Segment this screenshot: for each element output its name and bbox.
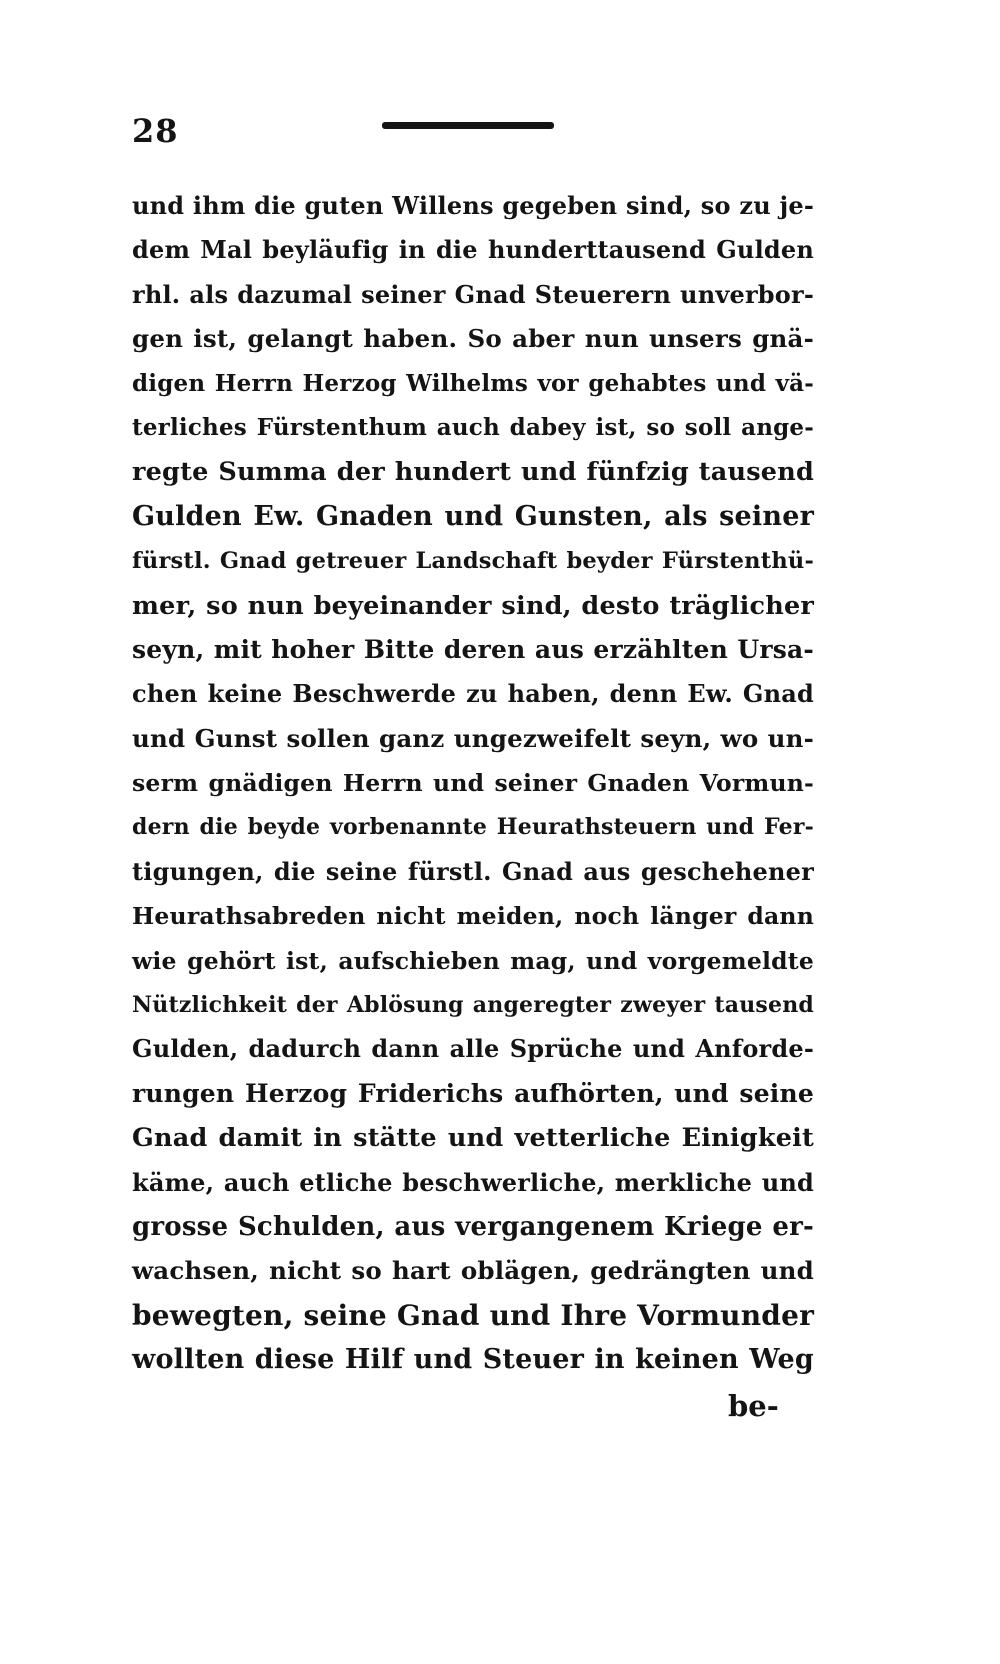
catchword: be- [728,1389,779,1423]
text-line: und Gunst sollen ganz ungezweifelt seyn, wo un- [132,723,814,753]
text-line: terliches Fürstenthum auch dabey ist, so soll ange- [132,413,814,441]
text-line: tigungen, die seine fürstl. Gnad aus geschehener [132,856,814,886]
text-line: digen Herrn Herzog Wilhelms vor gehabtes und vä- [132,369,814,397]
text-line: regte Summa der hundert und fünfzig tausend [132,457,814,488]
text-line: Heurathsabreden nicht meiden, noch länger dann [132,902,814,931]
text-line: gen ist, gelangt haben. So aber nun unsers gnä- [132,324,814,354]
text-line: wachsen, nicht so hart oblägen, gedrängten und [132,1256,814,1286]
text-line: mer, so nun beyeinander sind, desto träglicher [132,590,814,621]
text-line: rhl. als dazumal seiner Gnad Steuerern unverbor- [132,279,814,309]
text-line: wollten diese Hilf und Steuer in keinen Weg [132,1344,814,1376]
text-line: Gnad damit in stätte und vetterliche Einigkeit [132,1123,814,1154]
text-line: grosse Schulden, aus vergangenem Kriege er- [132,1211,814,1242]
page-number: 28 [132,112,179,150]
text-line: serm gnädigen Herrn und seiner Gnaden Vormun- [132,769,814,798]
text-line: dem Mal beyläufig in die hunderttausend Gulden [132,235,814,265]
text-line: wie gehört ist, aufschieben mag, und vorgemeldte [132,946,814,975]
text-line: käme, auch etliche beschwerliche, merkliche und [132,1167,814,1197]
text-line: fürstl. Gnad getreuer Landschaft beyder Fürstenthü- [132,548,814,575]
text-line: bewegten, seine Gnad und Ihre Vormunder [132,1298,815,1332]
text-line: seyn, mit hoher Bitte deren aus erzählten Ursa- [132,634,814,664]
body-text [132,184,814,1383]
text-line: Gulden, dadurch dann alle Sprüche und Anforde- [132,1034,814,1064]
text-line: Nützlichkeit der Ablösung angeregter zweyer tausend [132,992,814,1019]
header-rule [382,122,554,129]
text-line: rungen Herzog Friderichs aufhörten, und seine [132,1078,814,1108]
text-line: und ihm die guten Willens gegeben sind, so zu je- [132,191,814,220]
text-line: dern die beyde vorbenannte Heurathsteuern und Fer- [132,814,814,841]
text-line: Gulden Ew. Gnaden und Gunsten, als seiner [132,500,814,532]
text-line: chen keine Beschwerde zu haben, denn Ew. Gnad [132,679,814,709]
